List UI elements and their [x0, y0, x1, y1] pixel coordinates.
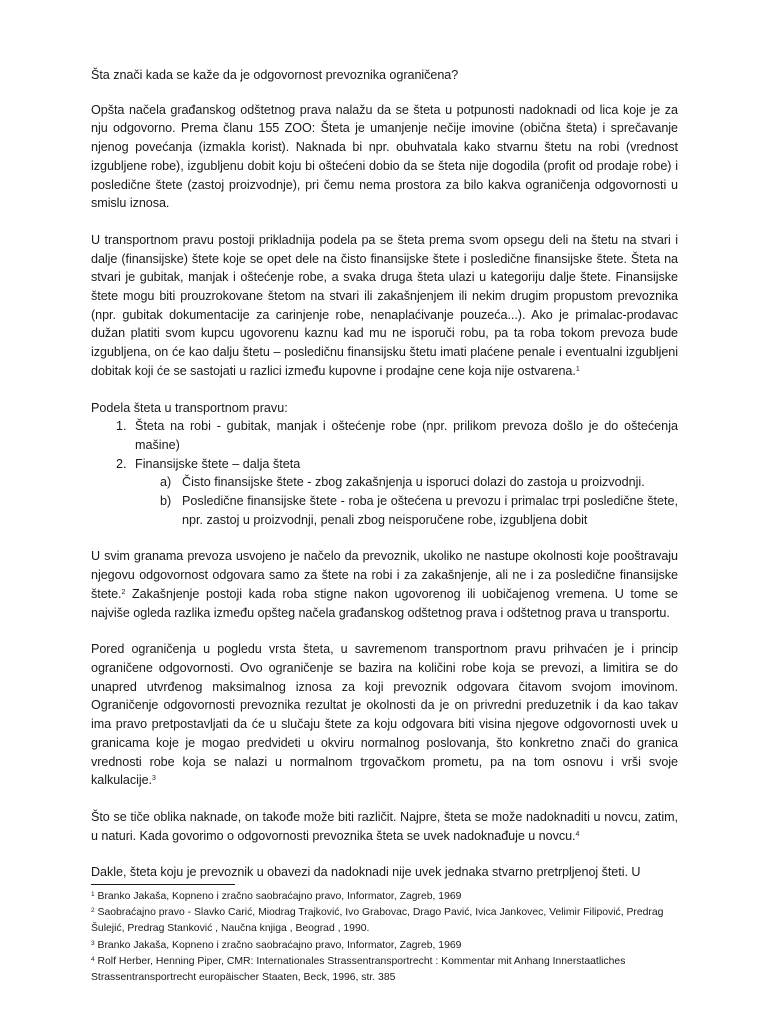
footnote-number: 1	[91, 891, 95, 898]
footnote-ref-4: 4	[575, 830, 580, 838]
sublist-item	[91, 473, 678, 492]
list-item-number: 1.	[116, 419, 127, 434]
footnote-text: Rolf Herber, Henning Piper, CMR: Internationales Strassentransportrecht : Kommentar mit Anhang Innerstaatliches Strassentransportrecht europäischer Staaten, Beck, 1996, str. 385	[91, 955, 626, 984]
list-item	[91, 455, 678, 474]
footnotes	[91, 889, 678, 986]
footnote	[91, 954, 678, 986]
paragraph-2	[91, 231, 678, 381]
footnote-ref-1: 1	[575, 365, 580, 373]
footnote-ref-2: 2	[121, 588, 126, 596]
footnote	[91, 889, 678, 905]
paragraph-3-text-a: U svim granama prevoza usvojeno je načelo da prevoznik, ukoliko ne nastupe okolnosti koje pooštravaju njegovu odgovornost odgovara samo za štete na robi i za zakašnjenje, ali ne i za posledične finansijske štete.	[91, 549, 678, 601]
list-intro: Podela šteta u transportnom pravu:	[91, 400, 288, 415]
paragraph-5	[91, 808, 678, 845]
paragraph-2-text: U transportnom pravu postoji prikladnija podela pa se šteta prema svom opsegu deli na štetu na stvari i dalje (finansijske) štete koje se opet dele na čisto finansijske štete i posledične finansijske štete. Šteta na stvari je gubitak, manjak i oštećenje robe, a svaka druga šteta ulazi u kategoriju dalje štete. Finansijske štete mogu biti prouzrokovane štetom na stvari ili zakašnjenjem ili nekim drugim propustom prevoznika (npr. gubitak dokumentacije za carinjenje robe, nenaplaćivanje pouzeća...). Ako je primalac-prodavac dužan platiti svom kupcu ugovorenu kaznu kad mu ne isporuči robu, pa ta roba tokom prevoza bude izgubljena, on će kao dalju štetu – posledičnu finansijsku štetu imati plaćene penale i eventualni izgubljeni dobitak koji će se sastojati u razlici između kupovne i prodajne cene koja nije ostvarena.	[91, 232, 678, 378]
footnote-number: 2	[91, 907, 95, 915]
footnote-text: Branko Jakaša, Kopneno i zračno saobraćajno pravo, Informator, Zagreb, 1969	[94, 891, 462, 902]
paragraph-1: Opšta načela građanskog odštetnog prava nalažu da se šteta u potpunosti nadoknadi od lica koje je za nju odgovorno. Prema članu 155 ZOO: Šteta je umanjenje nečije imovine (obična šteta) i sprečavanje njenog povećanja (izmakla korist). Naknada bi npr. obuhvatala kako stvarnu štetu na robi (vrednost izgubljene robe), izgubljenu dobit koju bi oštećeni dobio da se šteta nije dogodila (profit od prodaje robe) i posledične štete (zastoj proizvodnje), pri čemu nema prostora za bilo kakva ograničenja odgovornosti u smislu iznosa.	[91, 102, 678, 211]
sublist-item	[91, 492, 678, 529]
sublist-item-letter: a)	[160, 475, 172, 490]
paragraph-3-text-b: Zakašnjenje postoji kada roba stigne nakon ugovorenog ili uobičajenog vremena. U tome se najviše ogleda razlika između opšteg načela građanskog odštetnog prava i odštetnog prava u transportu.	[91, 586, 678, 620]
list-item-text: Finansijske štete – dalja šteta	[135, 456, 301, 471]
list-item-text: Šteta na robi - gubitak, manjak i oštećenje robe (npr. prilikom prevoza došlo je do oštećenja mašine)	[135, 419, 678, 452]
footnote-separator	[91, 884, 235, 885]
footnote-text: Saobraćajno pravo - Slavko Carić, Miodrag Trajković, Ivo Grabovac, Drago Pavić, Ivica Jankovec, Velimir Filipović, Predrag Šulejić, Predrag Stanković , Naučna knjiga , Beograd , 1990.	[91, 907, 664, 935]
list-item	[91, 417, 678, 454]
list-item-number: 2.	[116, 456, 127, 471]
paragraph-6: Dakle, šteta koju je prevoznik u obavezi da nadoknadi nije uvek jednaka stvarno pretrpljenoj šteti. U	[91, 865, 641, 880]
sublist-item-letter: b)	[160, 494, 172, 509]
document-title: Šta znači kada se kaže da je odgovornost prevoznika ograničena?	[91, 68, 459, 82]
sublist-item-text: Posledične finansijske štete - roba je oštećena u prevozu i primalac trpi posledične štete, npr. zastoj u proizvodnji, penali zbog neisporučene robe, izgubljena dobit	[182, 494, 678, 527]
footnote	[91, 938, 678, 954]
damage-classification-list	[91, 399, 678, 530]
sublist-item-text: Čisto finansijske štete - zbog zakašnjenja u isporuci dolazi do zastoja u proizvodnji.	[182, 475, 645, 490]
paragraph-3	[91, 547, 678, 622]
footnote-number: 3	[91, 939, 95, 947]
footnote	[91, 905, 678, 937]
paragraph-4-text: Pored ograničenja u pogledu vrsta šteta, u savremenom transportnom pravu prihvaćen je i princip ograničene odgovornosti. Ovo ograničenje se bazira na količini robe koja se prevozi, a limitira se do unapred utvrđenog maksimalnog iznosa za koji prevoznik odgovara čitavom svojom imovinom. Ograničenje odgovornosti prevoznika rezultat je okolnosti da je on privredni preduzetnik i da kao takav ima pravo pretpostavljati da će u slučaju štete za koju odgovara biti visina njegove odgovornosti uvek u granicama koje je mogao predvideti u okviru normalnog poslovanja, što konkretno znači do granica vrednosti robe koja se nalazi u normalnom trgovačkom prometu, pa na tom osnovu i vrši svoje kalkulacije.	[91, 642, 678, 788]
footnote-ref-3: 3	[152, 775, 156, 783]
footnote-number: 4	[91, 955, 95, 963]
footnote-text: Branko Jakaša, Kopneno i zračno saobraćajno pravo, Informator, Zagreb, 1969	[94, 939, 462, 951]
paragraph-5-text: Što se tiče oblika naknade, on takođe može biti različit. Najpre, šteta se može nadoknaditi u novcu, zatim, u naturi. Kada govorimo o odgovornosti prevoznika šteta se uvek nadoknađuje u novcu.	[91, 809, 678, 843]
paragraph-4	[91, 640, 678, 790]
